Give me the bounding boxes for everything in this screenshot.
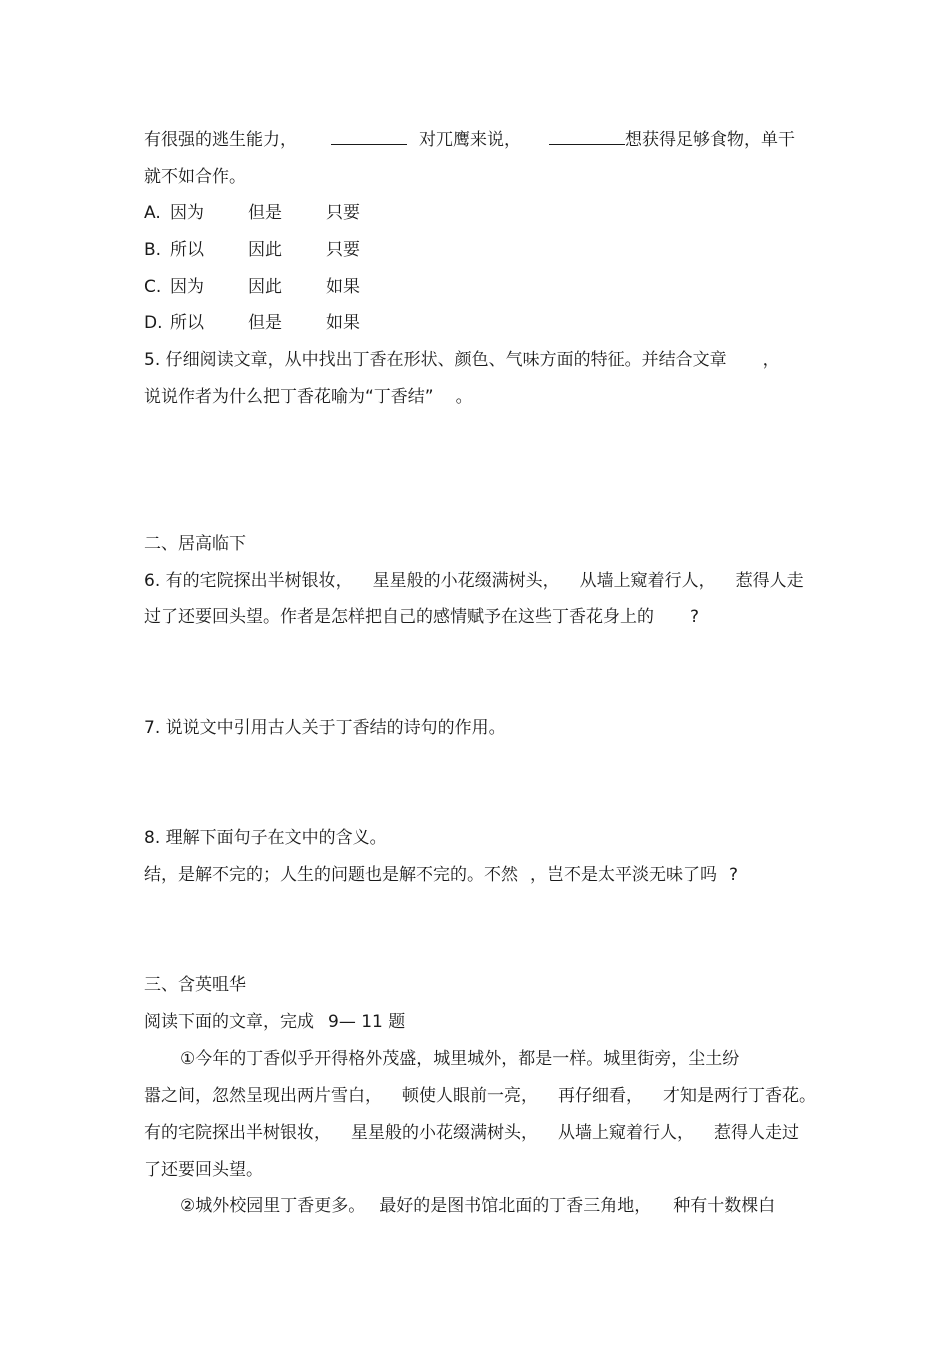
q6-text-a: 6. 有的宅院探出半树银妆， [144, 571, 353, 591]
p2-l1-b: 最好的是图书馆北面的丁香三角地， [379, 1196, 652, 1216]
p1-l3-c: 从墙上窥着行人， [558, 1123, 694, 1143]
q5-text-a: 5. 仔细阅读文章，从中找出丁香在形状、颜色、气味方面的特征。并结合文章 [144, 350, 727, 370]
q8-quote-c: ? [729, 865, 739, 885]
option-d[interactable] [144, 311, 360, 335]
p2-l1-c: 种有十数棵白 [673, 1196, 776, 1216]
paragraph-1-line-4: 了还要回头望。 [144, 1160, 263, 1180]
q5-text-b: ， [762, 350, 780, 370]
option-word-2: 因此 [248, 240, 282, 260]
option-word-1: 所以 [170, 240, 204, 260]
q8-quote-a: 结，是解不完的；人生的问题也是解不完的。不然 [144, 865, 518, 885]
p1-l3-d: 惹得人走过 [714, 1123, 799, 1143]
option-word-3: 如果 [326, 277, 360, 297]
option-word-2: 但是 [248, 313, 282, 333]
q6-text-c: 从墙上窥着行人， [579, 571, 716, 591]
q5-text-c: 说说作者为什么把丁香花喻为“丁香结” [144, 387, 434, 407]
option-c[interactable] [144, 275, 360, 299]
q8-quote-b: ，岂不是太平淡无味了吗 [530, 865, 717, 885]
q5-text-d: 。 [455, 387, 473, 407]
q4-text-a: 有很强的逃生能力， [144, 130, 297, 150]
q5-line1 [144, 348, 780, 372]
option-b[interactable] [144, 238, 360, 262]
q4-text-b: 对兀鹰来说， [419, 130, 521, 150]
q6-text-b: 星星般的小花缀满树头， [372, 571, 560, 591]
instruction-text-a: 阅读下面的文章，完成 [144, 1012, 314, 1032]
q5-line2 [144, 385, 473, 409]
option-letter: C. [144, 277, 162, 297]
q6-text-e: 过了还要回头望。作者是怎样把自己的感情赋予在这些丁香花身上的 [144, 607, 654, 627]
q4-line2: 就不如合作。 [144, 167, 246, 187]
section-heading-2: 二、居高临下 [144, 534, 246, 554]
q6-text-d: 惹得人走 [735, 571, 804, 591]
paragraph-1-line-1: ①今年的丁香似乎开得格外茂盛，城里城外，都是一样。城里街旁，尘土纷 [180, 1049, 740, 1069]
option-letter: A. [144, 203, 161, 223]
paragraph-2-line-1 [180, 1194, 775, 1218]
p1-l3-b: 星星般的小花缀满树头， [351, 1123, 538, 1143]
option-letter: B. [144, 240, 162, 260]
q6-line2 [144, 605, 699, 629]
option-word-3: 如果 [326, 313, 360, 333]
option-word-1: 因为 [170, 203, 204, 223]
p1-l2-a: 嚣之间，忽然呈现出两片雪白， [144, 1086, 382, 1106]
option-word-3: 只要 [326, 240, 360, 260]
p1-l2-d: 才知是两行丁香花。 [663, 1086, 816, 1106]
paragraph-1-line-3 [144, 1121, 799, 1145]
option-word-2: 因此 [248, 277, 282, 297]
option-letter: D. [144, 313, 163, 333]
p1-l3-a: 有的宅院探出半树银妆， [144, 1123, 331, 1143]
q4-text-c: 想获得足够食物，单干 [625, 130, 795, 150]
p1-l2-c: 再仔细看， [558, 1086, 643, 1106]
q8-quote [144, 863, 738, 887]
reading-instruction [144, 1010, 405, 1034]
answer-blank-1[interactable] [331, 128, 407, 145]
option-word-2: 但是 [248, 203, 282, 223]
paragraph-1-line-2 [144, 1084, 816, 1108]
p1-l2-b: 顿使人眼前一亮， [402, 1086, 538, 1106]
option-a[interactable] [144, 201, 360, 225]
instruction-text-b: 9— 11 题 [328, 1012, 406, 1032]
option-word-3: 只要 [326, 203, 360, 223]
q7-text: 7. 说说文中引用古人关于丁香结的诗句的作用。 [144, 718, 506, 738]
section-heading-3: 三、含英咀华 [144, 975, 246, 995]
option-word-1: 所以 [170, 313, 204, 333]
q4-line1 [144, 128, 795, 152]
q6-text-f: ? [690, 607, 700, 627]
q6-line1 [144, 569, 804, 593]
q8-text: 8. 理解下面句子在文中的含义。 [144, 828, 387, 848]
p2-l1-a: ②城外校园里丁香更多。 [180, 1196, 366, 1216]
answer-blank-2[interactable] [549, 128, 625, 145]
option-word-1: 因为 [170, 277, 204, 297]
